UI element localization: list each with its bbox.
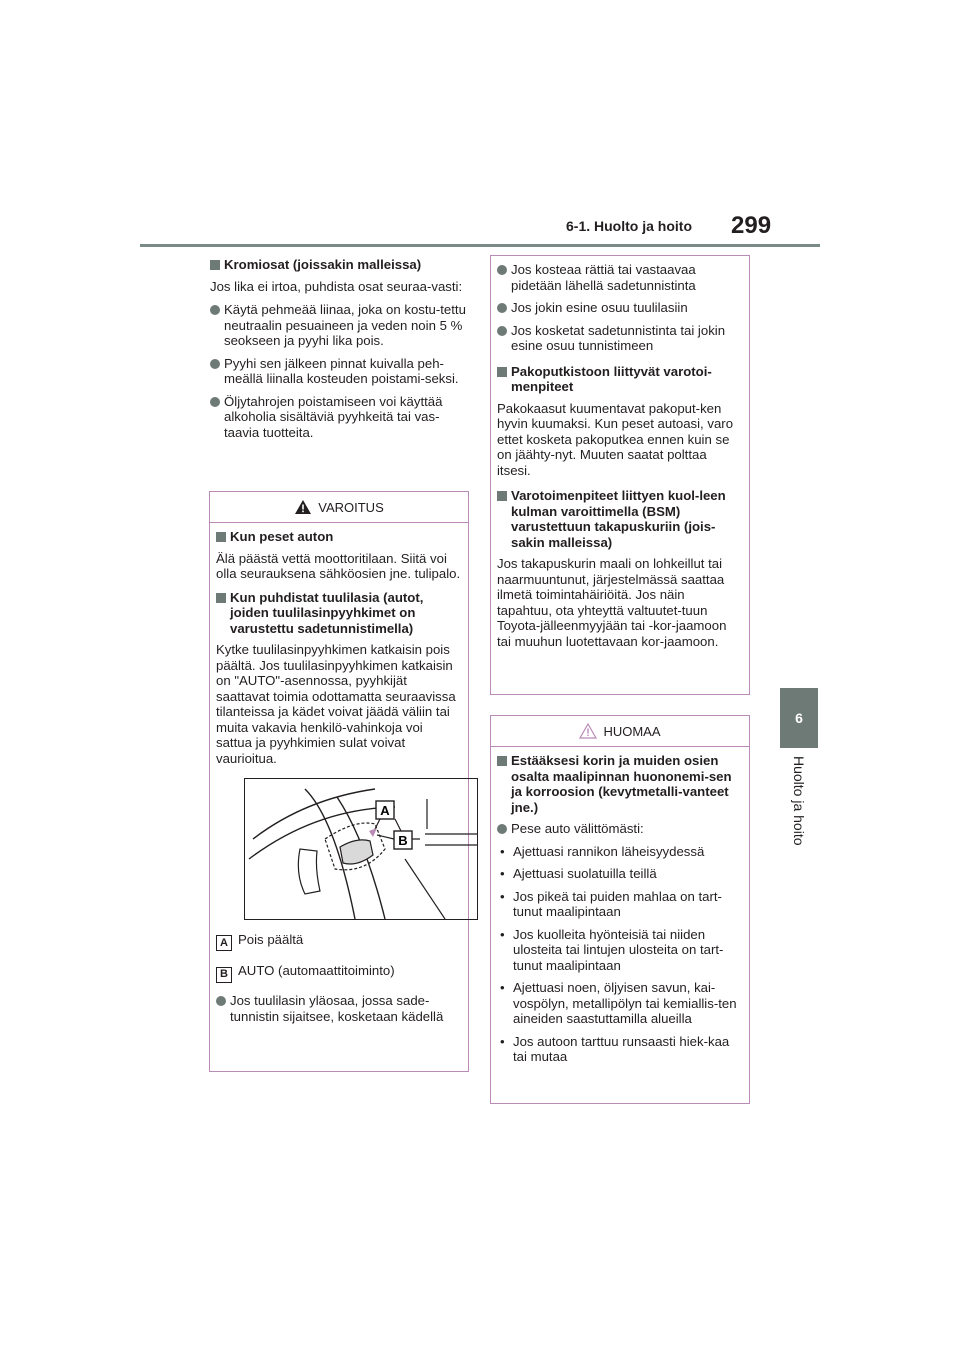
chapter-tab[interactable]: 6 bbox=[780, 688, 818, 748]
warning-text-windshield: Kytke tuulilasinpyyhkimen katkaisin pois päältä. Jos tuulilasinpyyhkimen katkaisin on "AUTO"-asennossa, pyyhkijät saattavat toimia odottamatta seuraavissa tilanteissa ja kädet voivat jäädä väliin tai muita vakavia henkilö-vahinkoja voi sattua ja pyyhkimien sulat voivat vaurioitua. bbox=[216, 642, 456, 766]
warning-heading-windshield: Kun puhdistat tuulilasia (autot, joiden tuulilasinpyyhkimet on varustettu sadetunnistimella) bbox=[216, 590, 462, 637]
bsm-text: Jos takapuskurin maali on lohkeillut tai naarmuuntunut, järjestelmässä saattaa ilmetä toimintahäiriöitä. Jos näin tapahtuu, ota yhteyttä valtuutet-tuun Toyota-jälleenmyyjään tai -kor-jaamoon tai muuhun luotettavaan kor-jaamoon. bbox=[497, 556, 727, 649]
section-title: 6-1. Huolto ja hoito bbox=[566, 218, 692, 234]
chrome-heading: Kromiosat (joissakin malleissa) bbox=[210, 257, 466, 273]
list-item: • Ajettuasi suolatuilla teillä bbox=[497, 866, 743, 882]
callout-a-label: A bbox=[380, 803, 390, 818]
warning-box bbox=[209, 491, 469, 1072]
list-item: Jos jokin esine osuu tuulilasiin bbox=[497, 300, 743, 316]
list-item: • Ajettuasi noen, öljyisen savun, kai-vospölyn, metallipölyn tai kemiallis-ten aineiden saastuttamilla alueilla bbox=[497, 980, 743, 1027]
warning-heading-wash: Kun peset auton bbox=[216, 529, 462, 545]
exhaust-heading: Pakoputkistoon liittyvät varotoi-menpiteet bbox=[497, 364, 743, 395]
list-item: Pese auto välittömästi: bbox=[497, 821, 743, 837]
notice-header bbox=[491, 716, 749, 747]
left-column bbox=[210, 257, 466, 447]
callout-a-text: Pois päältä bbox=[238, 931, 304, 947]
exhaust-text: Pakokaasut kuumentavat pakoput-ken hyvin kuumaksi. Kun peset autoasi, varo ettet kosketa pakoputkea ennen kuin se on jäähty-nyt. Muuten saatat polttaa itsesi. bbox=[497, 400, 734, 478]
list-item: Jos kosteaa rättiä tai vastaavaa pidetään lähellä sadetunnistinta bbox=[497, 262, 743, 293]
list-item: • Jos kuolleita hyönteisiä tai niiden ulosteita tai lintujen ulosteita on tart-tunut maalipintaan bbox=[497, 927, 743, 974]
chrome-intro: Jos lika ei irtoa, puhdista osat seuraa-vasti: bbox=[210, 278, 463, 294]
warning-header bbox=[210, 492, 468, 523]
warning-triangle-icon bbox=[294, 499, 312, 515]
bsm-heading: Varotoimenpiteet liittyen kuol-leen kulman varoittimella (BSM) varustettuun takapuskuriin (jois-sakin malleissa) bbox=[497, 488, 743, 550]
notice-box bbox=[490, 715, 750, 1104]
header-rule bbox=[140, 244, 820, 247]
list-item: • Jos pikeä tai puiden mahlaa on tart-tunut maalipintaan bbox=[497, 889, 743, 920]
page-number: 299 bbox=[731, 212, 772, 239]
callout-b-label: B bbox=[398, 833, 408, 848]
callout-b-row bbox=[216, 963, 462, 983]
notice-title: HUOMAA bbox=[603, 723, 661, 739]
wiper-switch-illustration bbox=[244, 778, 478, 920]
chapter-tab-label: Huolto ja hoito bbox=[791, 756, 807, 846]
callout-b-text: AUTO (automaattitoiminto) bbox=[238, 963, 395, 979]
list-item: Öljytahrojen poistamiseen voi käyttää alkoholia sisältäviä pyyhkeitä tai vas-taavia tuotteita. bbox=[210, 394, 466, 441]
list-item: • Ajettuasi rannikon läheisyydessä bbox=[497, 844, 743, 860]
callout-a-marker: A bbox=[216, 935, 232, 951]
callout-a-row bbox=[216, 932, 462, 952]
warning-text-wash: Älä päästä vettä moottoritilaan. Siitä voi olla seurauksena sähköosien jne. tulipalo. bbox=[216, 550, 461, 581]
list-item: Jos kosketat sadetunnistinta tai jokin esine osuu tunnistimeen bbox=[497, 323, 743, 354]
warning-continued-box bbox=[490, 255, 750, 695]
list-item: Käytä pehmeää liinaa, joka on kostu-tettu neutraalin pesuaineen ja veden noin 5 % seokseen ja pyyhi lika pois. bbox=[210, 302, 466, 349]
list-item: Jos tuulilasin yläosaa, jossa sade-tunnistin sijaitsee, kosketaan kädellä bbox=[216, 993, 462, 1024]
notice-heading: Estääksesi korin ja muiden osien osalta maalipinnan huononemi-sen ja korroosion (kevytmetalli-vanteet jne.) bbox=[497, 753, 743, 815]
callout-b-marker: B bbox=[216, 967, 232, 983]
list-item: • Jos autoon tarttuu runsaasti hiek-kaa tai mutaa bbox=[497, 1034, 743, 1065]
caution-triangle-icon bbox=[579, 723, 597, 739]
warning-title: VAROITUS bbox=[318, 499, 384, 515]
list-item: Pyyhi sen jälkeen pinnat kuivalla peh-meällä liinalla kosteuden poistami-seksi. bbox=[210, 356, 466, 387]
